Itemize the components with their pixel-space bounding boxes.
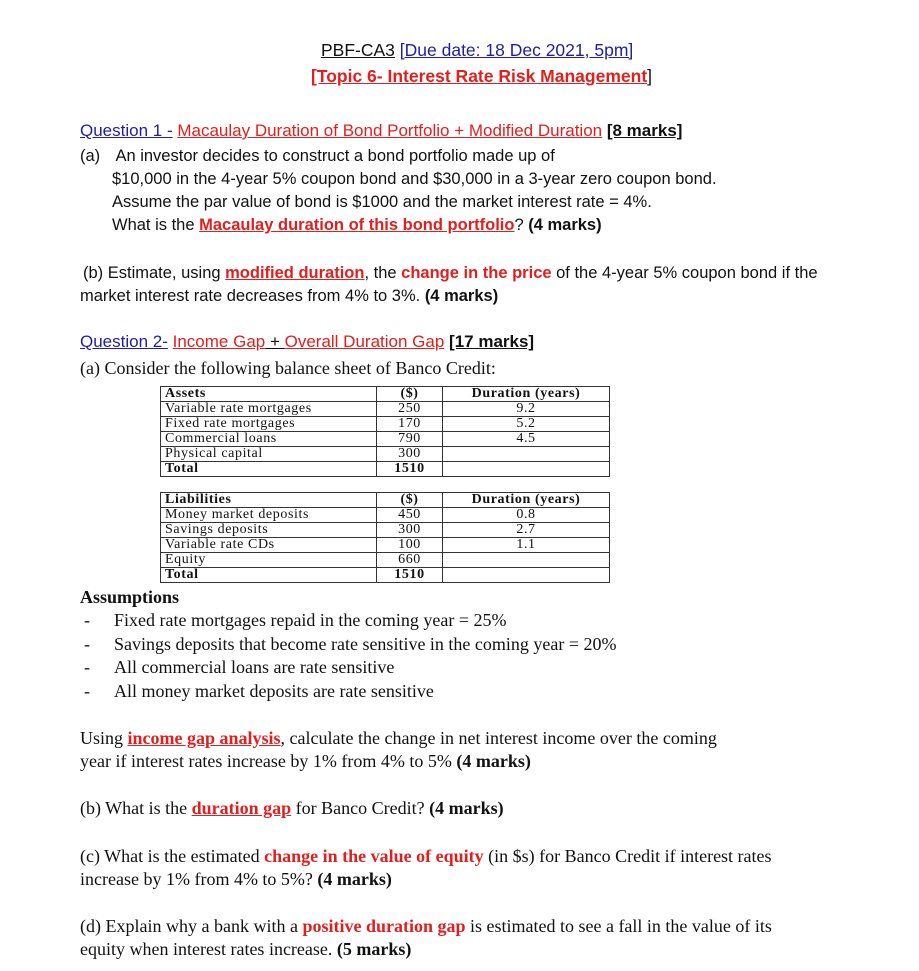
q1-a-emphasis: Macaulay duration of this bond portfolio xyxy=(199,216,515,234)
q1-a-marks: (4 marks) xyxy=(528,216,602,234)
liability-amount: 100 xyxy=(377,538,443,553)
q2-c-text2: increase by 1% from 4% to 5%? xyxy=(80,869,318,889)
asset-amount: 790 xyxy=(377,432,443,447)
assumption-item xyxy=(84,610,507,631)
q1-b-marks: (4 marks) xyxy=(424,287,499,305)
q1-b-post: of the 4-year 5% coupon bond if the xyxy=(551,264,818,282)
q2-a-emphasis: income gap analysis xyxy=(127,728,281,748)
liability-duration: 1.1 xyxy=(443,538,610,553)
table-row xyxy=(161,417,610,432)
q2-b-post: for Banco Credit? xyxy=(291,798,430,818)
assumption-item xyxy=(84,681,434,702)
liability-name: Variable rate CDs xyxy=(161,538,377,553)
question-1-heading xyxy=(80,121,682,141)
bullet-dash-icon: - xyxy=(84,610,90,630)
q2-a-intro: (a) Consider the following balance sheet of Banco Credit: xyxy=(80,358,496,378)
q2-b-text: (b) What is the xyxy=(80,798,192,818)
q2-d-question-line1 xyxy=(80,916,772,937)
table-row xyxy=(161,523,610,538)
asset-amount: 170 xyxy=(377,417,443,432)
table-row xyxy=(161,553,610,568)
q1-a-text4: What is the xyxy=(112,216,200,234)
q2-d-text2: equity when interest rates increase. xyxy=(80,939,337,959)
q2-plus: + xyxy=(265,332,285,351)
table-row xyxy=(161,447,610,462)
q1-a-line1 xyxy=(80,145,555,168)
assumption-text: All commercial loans are rate sensitive xyxy=(114,657,395,677)
assumption-text: Fixed rate mortgages repaid in the coming year = 25% xyxy=(114,610,507,630)
liabilities-table xyxy=(160,492,610,583)
q2-a-text: Using xyxy=(80,728,128,748)
q2-d-text: (d) Explain why a bank with a xyxy=(80,916,303,936)
topic-bracket: ] xyxy=(647,66,653,86)
assets-header-label: Assets xyxy=(161,387,377,402)
q2-b-marks: (4 marks) xyxy=(429,798,504,818)
asset-name: Commercial loans xyxy=(161,432,377,447)
topic-title: [Topic 6- Interest Rate Risk Management xyxy=(311,66,648,86)
q2-d-question-line2 xyxy=(80,939,411,960)
liability-amount: 660 xyxy=(377,553,443,568)
q2-d-marks: (5 marks) xyxy=(336,939,412,959)
asset-duration: 9.2 xyxy=(443,402,610,417)
liability-amount: 300 xyxy=(377,523,443,538)
q1-title: Macaulay Duration of Bond Portfolio + Modified Duration xyxy=(177,121,603,140)
q2-marks: [17 marks] xyxy=(449,332,535,351)
q1-a-line4 xyxy=(112,214,602,237)
liabilities-total-row xyxy=(161,568,610,583)
q2-a-text2: year if interest rates increase by 1% from 4% to 5% xyxy=(80,751,457,771)
q2-a-marks: (4 marks) xyxy=(456,751,531,771)
q1-b-line2 xyxy=(80,285,498,308)
q1-b-emphasis2: change in the price xyxy=(401,264,552,282)
q2-c-post: (in $s) for Banco Credit if interest rates xyxy=(483,846,772,866)
q2-title2: Overall Duration Gap xyxy=(284,332,445,351)
asset-name: Total xyxy=(161,462,377,477)
asset-duration xyxy=(443,462,610,477)
liability-amount: 450 xyxy=(377,508,443,523)
liability-name: Equity xyxy=(161,553,377,568)
asset-name: Physical capital xyxy=(161,447,377,462)
q1-a-line3: Assume the par value of bond is $1000 and the market interest rate = 4%. xyxy=(112,193,652,211)
q2-c-question-line1 xyxy=(80,846,772,867)
bullet-dash-icon: - xyxy=(84,657,90,677)
liability-duration xyxy=(443,568,610,583)
q2-b-question xyxy=(80,798,504,819)
asset-amount: 250 xyxy=(377,402,443,417)
asset-name: Fixed rate mortgages xyxy=(161,417,377,432)
q2-a-question-line1 xyxy=(80,728,717,749)
assets-total-row xyxy=(161,462,610,477)
bullet-dash-icon: - xyxy=(84,681,90,701)
liabilities-header-duration: Duration (years) xyxy=(443,493,610,508)
assets-header-duration: Duration (years) xyxy=(443,387,610,402)
liability-duration: 0.8 xyxy=(443,508,610,523)
liabilities-header-label: Liabilities xyxy=(161,493,377,508)
q1-label: Question 1 - xyxy=(80,121,173,140)
q2-a-post: , calculate the change in net interest income over the coming xyxy=(280,728,717,748)
question-2-heading xyxy=(80,332,534,352)
q2-title1: Income Gap xyxy=(172,332,266,351)
q1-marks: [8 marks] xyxy=(606,121,683,140)
assumption-item xyxy=(84,657,394,678)
asset-amount: 1510 xyxy=(377,462,443,477)
table-row xyxy=(161,402,610,417)
assumption-text: All money market deposits are rate sensitive xyxy=(114,681,434,701)
q1-a-text1: An investor decides to construct a bond portfolio made up of xyxy=(115,147,555,165)
liability-name: Money market deposits xyxy=(161,508,377,523)
asset-amount: 300 xyxy=(377,447,443,462)
q2-c-marks: (4 marks) xyxy=(317,869,392,889)
assumption-item xyxy=(84,634,617,655)
table-row xyxy=(161,432,610,447)
q1-b-line1 xyxy=(83,262,818,285)
assets-table xyxy=(160,386,610,477)
assumptions-title: Assumptions xyxy=(80,587,180,607)
q2-c-question-line2 xyxy=(80,869,392,890)
q2-c-emphasis: change in the value of equity xyxy=(264,846,484,866)
assets-header-amount: ($) xyxy=(377,387,443,402)
doc-title xyxy=(321,40,633,61)
q2-label: Question 2- xyxy=(80,332,168,351)
liability-amount: 1510 xyxy=(377,568,443,583)
q2-d-post: is estimated to see a fall in the value of its xyxy=(465,916,772,936)
q1-b-mid: , the xyxy=(364,264,402,282)
bullet-dash-icon: - xyxy=(84,634,90,654)
q1-a-line2: $10,000 in the 4-year 5% coupon bond and $30,000 in a 3-year zero coupon bond. xyxy=(112,170,717,188)
table-row xyxy=(161,538,610,553)
q2-b-emphasis: duration gap xyxy=(191,798,292,818)
q2-c-text: (c) What is the estimated xyxy=(80,846,265,866)
assumption-text: Savings deposits that become rate sensitive in the coming year = 20% xyxy=(114,634,617,654)
table-row xyxy=(161,508,610,523)
liability-name: Total xyxy=(161,568,377,583)
q1-a-qmark: ? xyxy=(514,216,529,234)
topic-line xyxy=(311,66,652,87)
course-code: PBF-CA3 xyxy=(321,40,395,60)
asset-duration xyxy=(443,447,610,462)
liabilities-header-amount: ($) xyxy=(377,493,443,508)
q2-d-emphasis: positive duration gap xyxy=(302,916,466,936)
q1-b-text: (b) Estimate, using xyxy=(83,264,226,282)
asset-name: Variable rate mortgages xyxy=(161,402,377,417)
asset-duration: 4.5 xyxy=(443,432,610,447)
liabilities-header-row xyxy=(161,493,610,508)
liability-duration: 2.7 xyxy=(443,523,610,538)
liability-name: Savings deposits xyxy=(161,523,377,538)
asset-duration: 5.2 xyxy=(443,417,610,432)
q1-a-label: (a) xyxy=(80,147,101,165)
assets-header-row xyxy=(161,387,610,402)
q2-a-question-line2 xyxy=(80,751,531,772)
q1-b-text2: market interest rate decreases from 4% to 3%. xyxy=(80,287,425,305)
due-date: [Due date: 18 Dec 2021, 5pm] xyxy=(399,40,634,60)
q1-b-emphasis1: modified duration xyxy=(225,264,365,282)
liability-duration xyxy=(443,553,610,568)
